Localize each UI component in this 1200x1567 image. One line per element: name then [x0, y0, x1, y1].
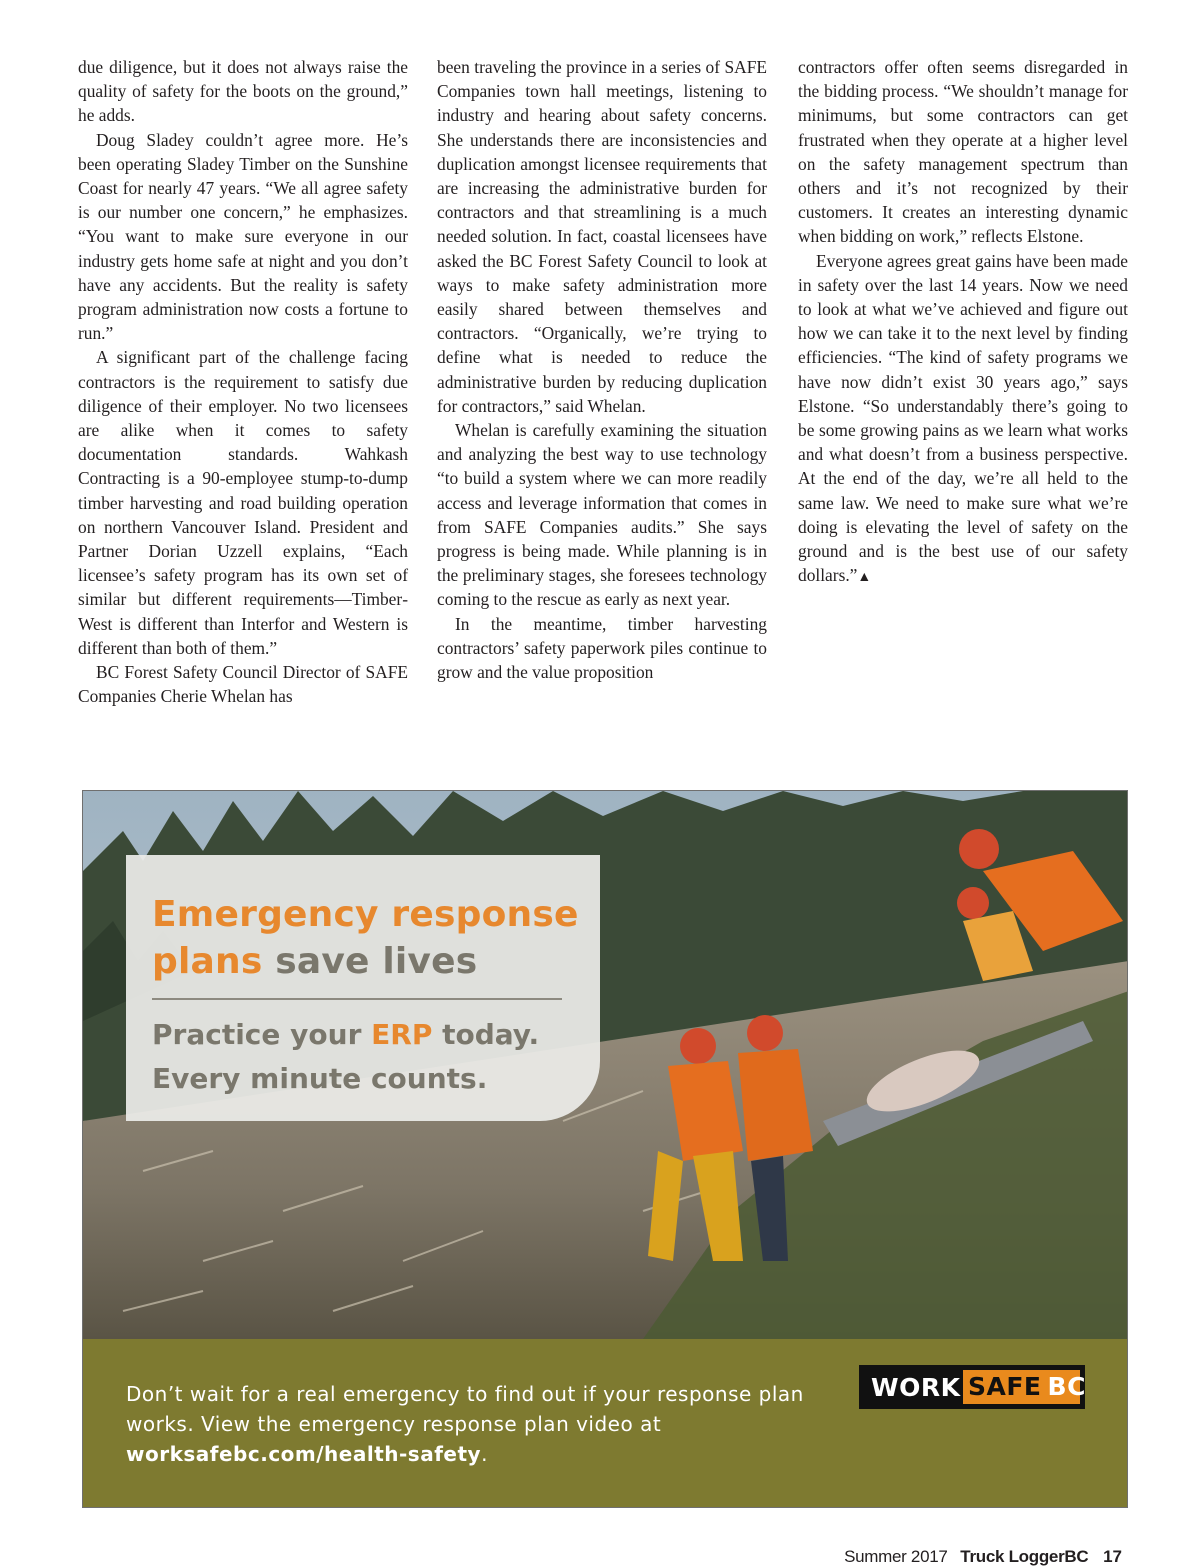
worksafebc-link[interactable]: worksafebc.com/health-safety: [126, 1442, 482, 1466]
subheadline-text: today.: [442, 1018, 540, 1051]
paragraph: BC Forest Safety Council Director of SAFE Companies Cherie Whelan has: [78, 662, 408, 707]
article-column-3: [798, 55, 1128, 590]
paragraph: due diligence, but it does not always raise the quality of safety for the boots on the ground,” he adds.: [78, 57, 408, 126]
logo-bc-text: BC: [1047, 1372, 1086, 1401]
paragraph: Doug Sladey couldn’t agree more. He’s been operating Sladey Timber on the Sunshine Coast for nearly 47 years. “We all agree safety is our number one concern,” he emphasizes. “You want to make sure everyone in our industry gets home safe at night and you don’t have any accidents. But the reality is safety program administration now costs a fortune to run.”: [78, 129, 408, 344]
article-column-1: [78, 55, 408, 708]
ad-subheadline: [152, 1013, 592, 1101]
logo-safe-text: SAFE: [968, 1372, 1042, 1401]
paragraph: A significant part of the challenge facing contractors is the requirement to satisfy due diligence of their employer. No two licensees are alike when it comes to safety documentation standards. Wahkash Contracting is a 90-employee stump-to-dump timber harvesting and road building operation on northern Vancouver Island. President and Partner Dorian Uzzell explains, “Each licensee’s safety program has its own set of similar but different requirements—TimberWest is different than Interfor and Western is different than both of them.”: [78, 347, 408, 658]
erp-highlight: ERP: [371, 1018, 433, 1051]
worksafebc-advertisement[interactable]: [82, 790, 1128, 1508]
ad-message-panel: [126, 855, 600, 1121]
tree-end-mark-icon: ▲: [857, 570, 872, 586]
cta-text: Don’t wait for a real emergency to find out if your response plan works. View the emergency response plan video at: [126, 1382, 804, 1436]
page-footer: [844, 1547, 1122, 1567]
cta-period: .: [481, 1442, 488, 1466]
ad-headline: [152, 891, 592, 985]
subheadline-line-2: Every minute counts.: [152, 1062, 488, 1095]
paragraph-text: Everyone agrees great gains have been made in safety over the last 14 years. Now we need to look at what we’ve achieved and figure out how we can take it to the next level by finding efficiencies. “The kind of safety programs we have now didn’t exist 30 years ago,” says Elstone. “So understandably there’s going to be some growing pains as we learn what works and what doesn’t from a business perspective. At the end of the day, we’re all held to the same law. We need to make sure what we’re doing is elevating the level of safety on the ground and is the best use of our safety dollars.”: [798, 250, 1128, 586]
issue-label: Summer 2017: [844, 1547, 948, 1566]
paragraph: Whelan is carefully examining the situation and analyzing the best way to use technology “to build a system where we can more readily access and leverage information that comes in from SAFE Companies audits.” She says progress is being made. While planning is in the preliminary stages, she foresees technology coming to the rescue as early as next year.: [437, 420, 767, 610]
headline-orange-text: Emergency response plans: [152, 894, 579, 982]
paragraph: contractors offer often seems disregarded in the bidding process. “We shouldn’t manage for minimums, but some contractors can get frustrated when they operate at a higher level on the safety management spectrum than others and it’s not recognized by their customers. It creates an interesting dynamic when bidding on work,” reflects Elstone.: [798, 57, 1128, 247]
headline-gray-text: save lives: [275, 941, 478, 982]
paragraph: [798, 249, 1128, 591]
paragraph: been traveling the province in a series of SAFE Companies town hall meetings, listening to industry and hearing about safety concerns. She understands there are inconsistencies and duplication amongst licensee requirements that are increasing the administrative burden for contractors and that streamlining is a much needed solution. In fact, coastal licensees have asked the BC Forest Safety Council to look at ways to make safety administration more easily shared between themselves and contractors. “Organically, we’re trying to define what is needed to reduce the administrative burden by reducing duplication for contractors,” said Whelan.: [437, 57, 767, 416]
magazine-title: Truck LoggerBC: [960, 1547, 1089, 1566]
ad-call-to-action: [126, 1379, 826, 1469]
article-column-2: [437, 55, 767, 684]
paragraph: In the meantime, timber harvesting contractors’ safety paperwork piles continue to grow and the value proposition: [437, 613, 767, 683]
logo-work-text: WORK: [871, 1372, 961, 1402]
divider: [152, 998, 562, 1000]
logo-safe-bc-box: [963, 1370, 1086, 1404]
subheadline-text: Practice your: [152, 1018, 362, 1051]
page-number: 17: [1103, 1547, 1122, 1566]
worksafebc-logo: [859, 1365, 1085, 1409]
